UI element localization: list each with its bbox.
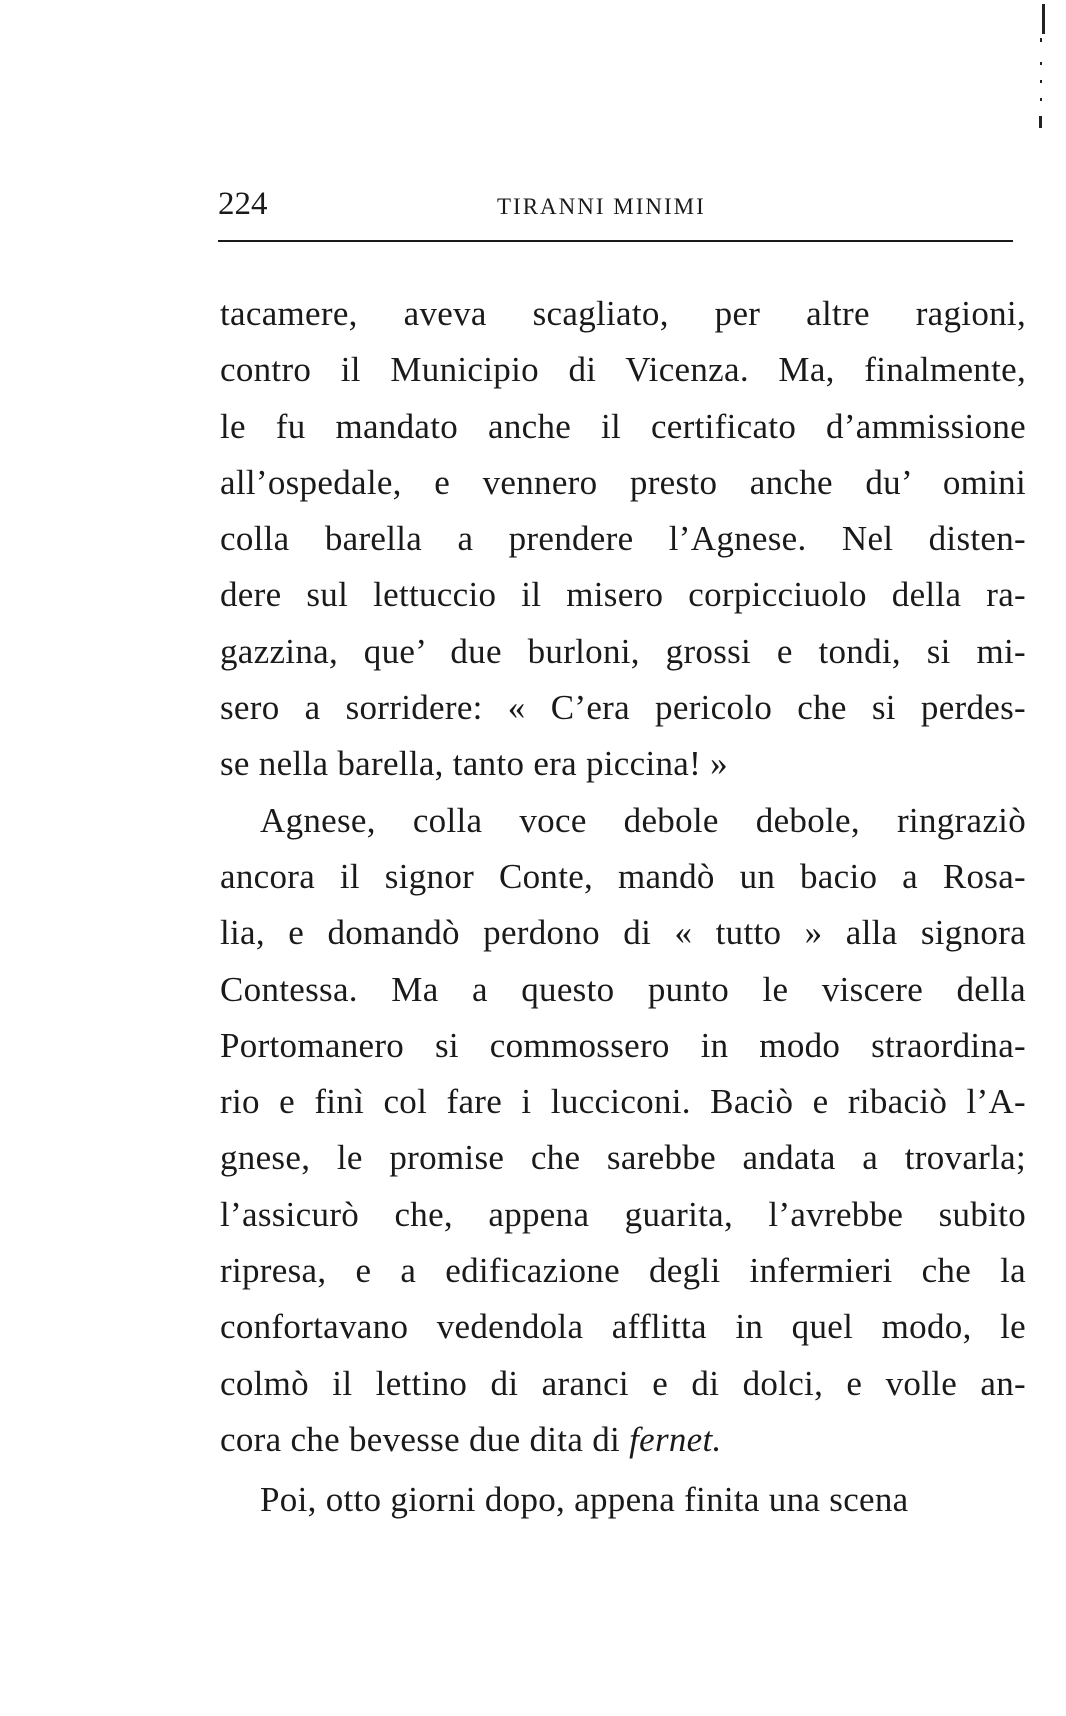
italic-word: fernet. bbox=[629, 1419, 722, 1459]
text-line: contro il Municipio di Vicenza. Ma, finalmente, bbox=[220, 350, 1026, 390]
text-line: Agnese, colla voce debole debole, ringraziò bbox=[260, 800, 1026, 840]
text-line-start: cora che bevesse due dita di bbox=[220, 1419, 630, 1459]
text-line: le fu mandato anche il certificato d’ammissione bbox=[220, 406, 1026, 446]
page-edge-marks bbox=[1036, 0, 1052, 140]
text-line: lia, e domandò perdono di « tutto » alla signora bbox=[220, 913, 1026, 953]
text-line: ripresa, e a edificazione degli infermieri che la bbox=[220, 1251, 1026, 1291]
text-line bbox=[220, 1412, 1026, 1468]
text-line: all’ospedale, e vennero presto anche du’ omini bbox=[220, 462, 1026, 502]
running-header bbox=[218, 186, 1018, 232]
text-line: se nella barella, tanto era piccina! » bbox=[220, 744, 728, 784]
text-line: gazzina, que’ due burloni, grossi e tondi, si mi- bbox=[220, 631, 1026, 671]
text-line: dere sul lettuccio il misero corpicciuolo della ra- bbox=[220, 575, 1026, 615]
text-line: colla barella a prendere l’Agnese. Nel disten- bbox=[220, 519, 1026, 559]
text-line: Portomanero si commossero in modo straordina- bbox=[220, 1025, 1026, 1065]
text-line: tacamere, aveva scagliato, per altre ragioni, bbox=[220, 294, 1026, 333]
text-line: confortavano vedendola afflitta in quel modo, le bbox=[220, 1307, 1026, 1347]
text-line: Contessa. Ma a questo punto le viscere della bbox=[220, 969, 1026, 1009]
text-line: Poi, otto giorni dopo, appena finita una scena bbox=[260, 1480, 909, 1520]
text-line: l’assicurò che, appena guarita, l’avrebbe subito bbox=[220, 1194, 1026, 1234]
page-number: 224 bbox=[218, 186, 268, 222]
text-line: rio e finì col fare i lucciconi. Baciò e ribaciò l’A- bbox=[220, 1082, 1026, 1122]
text-line: ancora il signor Conte, mandò un bacio a Rosa- bbox=[220, 856, 1026, 896]
running-title: TIRANNI MINIMI bbox=[497, 194, 706, 219]
text-line: colmò il lettino di aranci e di dolci, e volle an- bbox=[220, 1363, 1026, 1403]
text-line: sero a sorridere: « C’era pericolo che si perdes- bbox=[220, 688, 1026, 728]
body-text bbox=[220, 286, 1026, 1529]
header-rule bbox=[218, 240, 1013, 242]
text-line: gnese, le promise che sarebbe andata a trovarla; bbox=[220, 1138, 1026, 1178]
